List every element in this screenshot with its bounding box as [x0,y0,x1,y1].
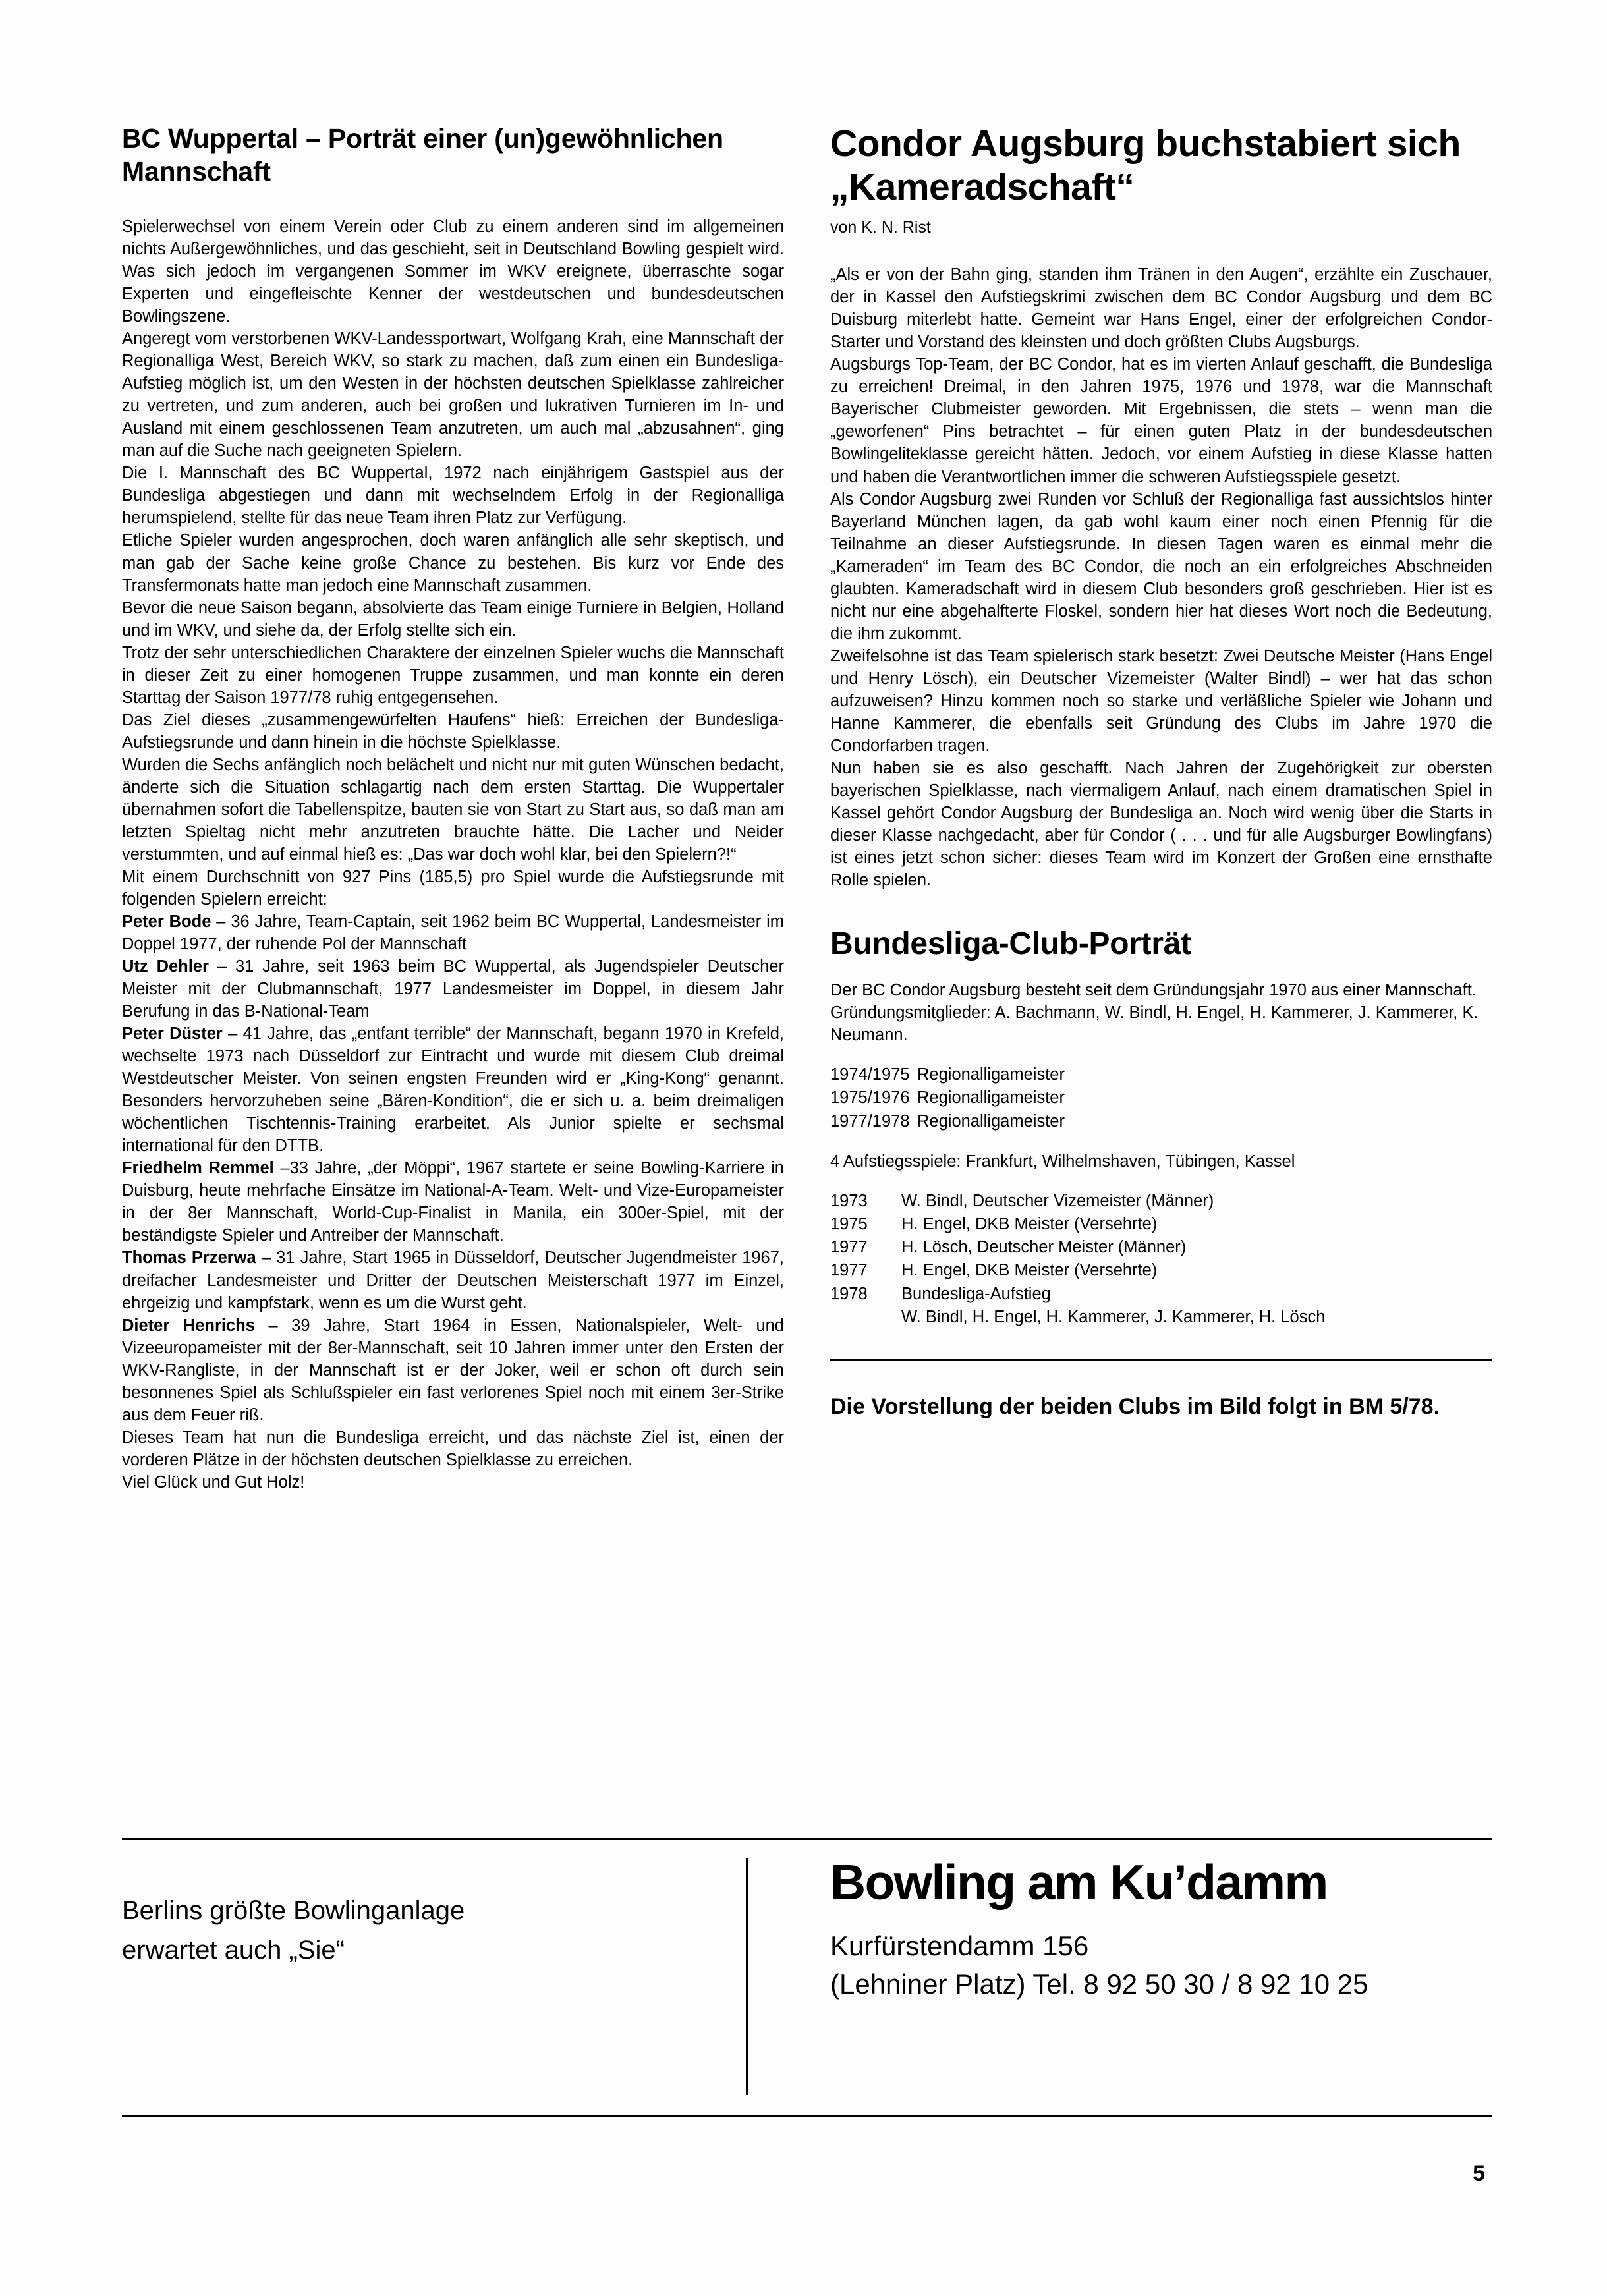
honour-year: 1975 [830,1214,868,1233]
honour-text: H. Lösch, Deutscher Meister (Männer) [901,1238,1187,1257]
player-name: Friedhelm Remmel [122,1159,274,1178]
list-item [830,1236,1492,1259]
player-entry [122,1314,784,1426]
honour-text: Bundesliga-Aufstieg [901,1284,1051,1303]
advert-left-text [122,1858,784,2003]
title-text: Regionalligameister [917,1111,1065,1131]
left-paragraph: Etliche Spieler wurden angesprochen, doch waren anfänglich alle sehr skeptisch, und man gab der Sache keine große Chance zu bestehen. Bis kurz vor Ende des Transfermonats hatte man jedoch eine Mannschaft zusammen. [122,531,784,595]
page-content [122,122,1492,1494]
player-text: – 31 Jahre, Start 1965 in Düsseldorf, Deutscher Jugendmeister 1967, dreifacher Landesmeister und Dritter der Deutschen Meisterschaft 1977 im Einzel, ehrgeizig und kampfstark, wenn es um die Wurst geht. [122,1248,785,1312]
honour-year: 1973 [830,1191,868,1210]
right-paragraph: Nun haben sie es also geschafft. Nach Jahren der Zugehörigkeit zur obersten bayerischen Spielklasse, nach viermaligem Anlauf, nach einem dramatischen Spiel in Kassel gehört Condor Augsburg der Bundesliga an. Noch wird wenig über die Starts in dieser Klasse nachgedacht, aber für Condor ( . . . und für alle Augsburger Bowlingfans) ist eines jetzt schon sicher: dieses Team wird im Konzert der Großen eine ernsthafte Rolle spielen. [830,758,1492,890]
title-season: 1974/1975 [830,1065,910,1084]
honour-text: W. Bindl, Deutscher Vizemeister (Männer) [901,1191,1214,1210]
next-issue-promo: Die Vorstellung der beiden Clubs im Bild folgt in BM 5/78. [830,1393,1440,1419]
left-paragraph: Spielerwechsel von einem Verein oder Club zu einem anderen sind im allgemeinen nichts Außergewöhnliches, und das geschieht, seit in Deutschland Bowling gespielt wird. Was sich jedoch im vergangenen Sommer im WKV ereignete, überraschte sogar Experten und eingefleischte Kenner der westdeutschen und bundesdeutschen Bowlingszene. [122,217,784,326]
right-paragraph: Zweifelsohne ist das Team spielerisch stark besetzt: Zwei Deutsche Meister (Hans Engel und Henry Lösch), ein Deutscher Vizemeister (Walter Bindl) – wer hat das schon aufzuweisen? Hinzu kommen noch so starke und verläßliche Spieler wie Johann und Hanne Kammerer, die ebenfalls seit Gründung des Clubs im Jahre 1970 die Condorfarben tragen. [830,646,1492,755]
two-column-layout [122,122,1492,1494]
left-closing-paragraph: Dieses Team hat nun die Bundesliga erreicht, und das nächste Ziel ist, einen der vorderen Plätze in der höchsten deutschen Spielklasse zu erreichen. [122,1428,784,1469]
title-text: Regionalligameister [917,1065,1065,1084]
advert-brand-title: Bowling am Ku’damm [830,1855,1328,1910]
title-season: 1975/1976 [830,1088,910,1107]
player-entry [122,1157,784,1246]
left-closing-wish: Viel Glück und Gut Holz! [122,1472,305,1492]
title-season: 1977/1978 [830,1111,910,1131]
advert-tagline-line2: erwartet auch „Sie“ [122,1936,345,1965]
player-name: Utz Dehler [122,957,209,976]
advert-address-line1: Kurfürstendamm 156 [830,1930,1089,1961]
left-paragraph: Mit einem Durchschnitt von 927 Pins (185,5) pro Spiel wurde die Aufstiegsrunde mit folgenden Spielern erreicht: [122,867,784,909]
club-founders-line: Gründungsmitglieder: A. Bachmann, W. Bindl, H. Engel, H. Kammerer, J. Kammerer, K. Neumann. [830,1003,1479,1045]
honour-text: H. Engel, DKB Meister (Versehrte) [901,1261,1158,1280]
right-column [830,122,1492,1421]
promotion-matches-line: 4 Aufstiegsspiele: Frankfurt, Wilhelmshaven, Tübingen, Kassel [830,1152,1295,1171]
advert-top-rule [122,1838,1492,1840]
player-entry [122,1246,784,1314]
player-name: Peter Düster [122,1024,223,1044]
honours-list [830,1190,1492,1329]
right-paragraph: „Als er von der Bahn ging, standen ihm Tränen in den Augen“, erzählte ein Zuschauer, der in Kassel den Aufstiegskrimi zwischen dem BC Condor Augsburg und dem BC Duisburg miterlebt hatte. Gemeint war Hans Engel, einer der erfolgreichen Condor-Starter und Vorstand des kleinsten und doch größten Clubs Augsburgs. [830,266,1492,352]
player-name: Thomas Przerwa [122,1248,256,1268]
left-column [122,122,784,1494]
left-paragraph: Das Ziel dieses „zusammengewürfelten Haufens“ hieß: Erreichen der Bundesliga-Aufstiegsrunde und dann hinein in die höchste Spielklasse. [122,710,784,752]
honour-year: 1977 [830,1261,868,1280]
left-paragraph: Wurden die Sechs anfänglich noch belächelt und nicht nur mit guten Wünschen bedacht, änderte sich die Situation schlagartig nach dem ersten Starttag. Die Wuppertaler übernahmen sofort die Tabellenspitze, bauten sie von Start zu Start aus, so daß man am letzten Spieltag nicht mehr anzutreten brauchte hätte. Die Lacher und Neider verstummten, und auf einmal hieß es: „Das war doch wohl klar, bei den Spielern?!“ [122,755,784,864]
left-paragraph: Bevor die neue Saison begann, absolvierte das Team einige Turniere in Belgien, Holland und im WKV, und siehe da, der Erfolg stellte sich ein. [122,598,784,640]
player-name: Peter Bode [122,912,211,931]
honour-year: 1978 [830,1284,868,1303]
player-entry [122,910,784,955]
section-divider [830,1359,1492,1361]
page-number: 5 [1473,2161,1485,2186]
left-paragraph: Die I. Mannschaft des BC Wuppertal, 1972 nach einjährigem Gastspiel aus der Bundesliga abgestiegen und dann mit wechselndem Erfolg in der Regionalliga herumspielend, stellte für das neue Team ihren Platz zur Verfügung. [122,464,784,528]
honour-text: H. Engel, DKB Meister (Versehrte) [901,1214,1158,1233]
club-portrait-subhead: Bundesliga-Club-Porträt [830,926,1191,962]
left-article-headline: BC Wuppertal – Porträt einer (un)gewöhnlichen Mannschaft [122,123,723,187]
advert-address-line2: (Lehniner Platz) Tel. 8 92 50 30 / 8 92 10 25 [830,1968,1368,2000]
list-item [830,1190,1492,1213]
list-item [830,1086,1492,1109]
advert-tagline-line1: Berlins größte Bowlinganlage [122,1896,465,1925]
player-entry [122,1022,784,1157]
left-paragraph: Angeregt vom verstorbenen WKV-Landessportwart, Wolfgang Krah, eine Mannschaft der Regionalliga West, Bereich WKV, so stark zu machen, daß zum einen ein Bundesliga-Aufstieg möglich ist, um den Westen in der höchsten deutschen Spielklasse zahlreicher zu vertreten, und zum anderen, auch bei großen und lukrativen Turnieren im In- und Ausland mit einem geschlossenen Team anzutreten, um auch mal „abzusahnen“, ging man auf die Suche nach geeigneten Spielern. [122,329,784,461]
advertisement [122,1855,1492,2003]
left-paragraph: Trotz der sehr unterschiedlichen Charaktere der einzelnen Spieler wuchs die Mannschaft in dieser Zeit zu einer homogenen Truppe zusammen, und man konnte ein deren Starttag der Saison 1977/78 ruhig entgegensehen. [122,643,784,707]
advert-right-text [830,1855,1492,2003]
list-item [830,1283,1492,1306]
honours-squad-note: W. Bindl, H. Engel, H. Kammerer, J. Kammerer, H. Lösch [901,1307,1326,1326]
player-name: Dieter Henrichs [122,1316,255,1335]
list-item [830,1063,1492,1086]
club-intro-line: Der BC Condor Augsburg besteht seit dem Gründungsjahr 1970 aus einer Mannschaft. [830,981,1477,1000]
player-entry [122,955,784,1022]
list-item [830,1213,1492,1236]
honour-year: 1977 [830,1238,868,1257]
list-item [830,1259,1492,1282]
right-paragraph: Als Condor Augsburg zwei Runden vor Schluß der Regionalliga fast aussichtslos hinter Bayerland München lagen, da gab wohl kaum einer noch einen Pfennig für die Teilnahme an dieser Aufstiegsrunde. In diesen Tagen waren es einmal mehr die „Kameraden“ im Team des BC Condor, die noch an ein erfolgreiches Abschneiden glaubten. Kameradschaft wird in diesem Club besonders groß geschrieben. Hier ist es nicht nur eine abgehalfterte Floskel, sondern hier hat dieses Wort noch die Bedeutung, die ihm zukommt. [830,490,1492,643]
right-article-headline: Condor Augsburg buchstabiert sich „Kameradschaft“ [830,123,1461,209]
player-text: – 41 Jahre, das „entfant terrible“ der Mannschaft, begann 1970 in Krefeld, wechselte 1973 nach Düsseldorf zur Eintracht und wurde mit diesem Club dreimal Westdeutscher Meister. Von seinen engsten Freunden wird er „King-Kong“ genannt. Besonders hervorzuheben seine „Bären-Kondition“, die er sich u. a. beim dreimaligen wöchentlichen Tischtennis-Training erarbeitet. Als Junior spielte er sechsmal international für den DTTB. [122,1024,784,1156]
player-text: – 36 Jahre, Team-Captain, seit 1962 beim BC Wuppertal, Landesmeister im Doppel 1977, der ruhende Pol der Mannschaft [122,912,784,954]
article-byline: von K. N. Rist [830,218,931,237]
player-text: – 39 Jahre, Start 1964 in Essen, Nationalspieler, Welt- und Vizeeuropameister mit der 8er-Mannschaft, seit 10 Jahren immer unter den Ersten der WKV-Rangliste, in der Mannschaft ist er der Joker, weil er schon oft durch sein besonnenes Spiel als Schlußspieler ein fast verlorenes Spiel noch mit einem 3er-Strike aus dem Feuer riß. [122,1316,784,1424]
player-text: – 31 Jahre, seit 1963 beim BC Wuppertal, als Jugendspieler Deutscher Meister mit der Clubmannschaft, 1977 Landesmeister im Doppel, in diesem Jahr Berufung in das B-National-Team [122,957,785,1021]
list-item [830,1110,1492,1133]
advert-bottom-rule [122,2115,1492,2117]
title-text: Regionalligameister [917,1088,1065,1107]
player-text: –33 Jahre, „der Möppi“, 1967 startete er seine Bowling-Karriere in Duisburg, heute mehrfache Einsätze im National-A-Team. Welt- und Vize-Europameister in der 8er Mannschaft, World-Cup-Finalist in Manila, ein 300er-Spiel, mit der beständigste Spieler und Antreiber der Mannschaft. [122,1159,784,1245]
titles-list [830,1063,1492,1133]
right-paragraph: Augsburgs Top-Team, der BC Condor, hat es im vierten Anlauf geschafft, die Bundesliga zu erreichen! Dreimal, in den Jahren 1975, 1976 und 1978, war die Mannschaft Bayerischer Clubmeister geworden. Mit Ergebnissen, die stets – wenn man die „geworfenen“ Pins betrachtet – für einen guten Platz in der bundesdeutschen Bowlingeliteklasse gereicht hätten. Jedoch, vor einem Aufstieg in diese Klasse hatten und haben die Verantwortlichen immer die schweren Aufstiegsspiele gesetzt. [830,355,1492,486]
